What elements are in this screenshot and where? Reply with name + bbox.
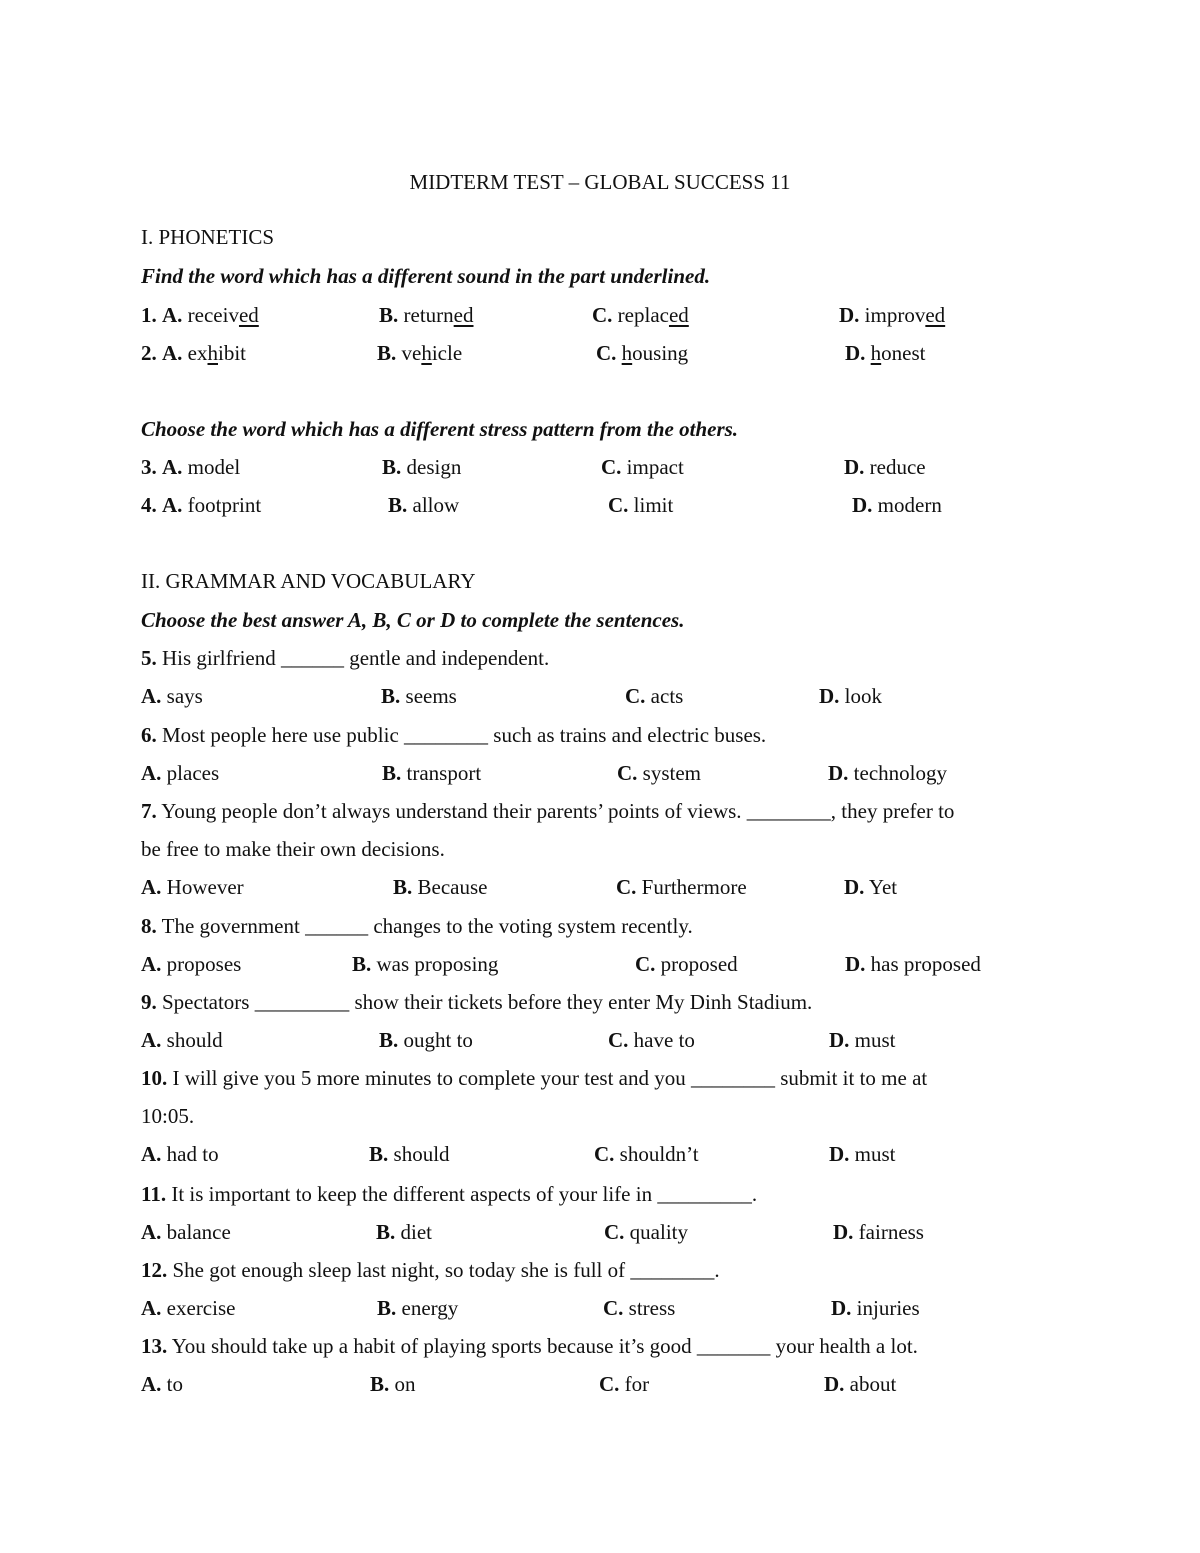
option-8c: C. proposed — [635, 952, 738, 976]
question-9-stem: 9. Spectators _________ show their tickets before they enter My Dinh Stadium. — [141, 990, 813, 1014]
option-6c: C. system — [617, 761, 702, 785]
option-9a: A. should — [141, 1028, 223, 1052]
option-13d: D. about — [824, 1372, 897, 1396]
option-10d: D. must — [829, 1142, 896, 1166]
option-7b: B. Because — [393, 875, 488, 899]
question-10-stem: 10. I will give you 5 more minutes to complete your test and you ________ submit it to me at — [141, 1066, 928, 1090]
section-heading-phonetics: I. PHONETICS — [141, 225, 275, 249]
option-5b: B. seems — [381, 684, 457, 708]
question-5-stem: 5. His girlfriend ______ gentle and independent. — [141, 646, 550, 670]
option-3d: D. reduce — [844, 455, 926, 479]
option-2c: C. housing — [596, 341, 689, 365]
option-11a: A. balance — [141, 1220, 231, 1244]
question-7-stem-cont: be free to make their own decisions. — [141, 837, 445, 861]
question-12-stem: 12. She got enough sleep last night, so today she is full of ________. — [141, 1258, 720, 1282]
option-2d: D. honest — [845, 341, 926, 365]
option-5a: A. says — [141, 684, 203, 708]
option-4b: B. allow — [388, 493, 460, 517]
option-13b: B. on — [370, 1372, 416, 1396]
option-2b: B. vehicle — [377, 341, 463, 365]
option-11b: B. diet — [376, 1220, 433, 1244]
option-9d: D. must — [829, 1028, 896, 1052]
option-1a: 1. A. received — [141, 303, 259, 327]
question-11-stem: 11. It is important to keep the different aspects of your life in _________. — [141, 1182, 758, 1206]
question-7-stem: 7. Young people don’t always understand their parents’ points of views. ________, they prefer to — [141, 799, 955, 823]
instruction-sound: Find the word which has a different sound in the part underlined. — [141, 264, 711, 288]
option-8a: A. proposes — [141, 952, 242, 976]
question-6-stem: 6. Most people here use public ________ such as trains and electric buses. — [141, 723, 767, 747]
option-10a: A. had to — [141, 1142, 219, 1166]
option-12a: A. exercise — [141, 1296, 236, 1320]
option-12b: B. energy — [377, 1296, 459, 1320]
option-6a: A. places — [141, 761, 220, 785]
option-8b: B. was proposing — [352, 952, 499, 976]
instruction-grammar: Choose the best answer A, B, C or D to complete the sentences. — [141, 608, 685, 632]
option-11d: D. fairness — [833, 1220, 924, 1244]
option-10b: B. should — [369, 1142, 450, 1166]
option-12d: D. injuries — [831, 1296, 920, 1320]
option-13a: A. to — [141, 1372, 184, 1396]
option-3c: C. impact — [601, 455, 684, 479]
instruction-stress: Choose the word which has a different stress pattern from the others. — [141, 417, 739, 441]
option-9c: C. have to — [608, 1028, 695, 1052]
option-9b: B. ought to — [379, 1028, 473, 1052]
option-7a: A. However — [141, 875, 244, 899]
option-1c: C. replaced — [592, 303, 689, 327]
option-8d: D. has proposed — [845, 952, 981, 976]
option-4a: 4. A. footprint — [141, 493, 262, 517]
option-7d: D. Yet — [844, 875, 898, 899]
option-6b: B. transport — [382, 761, 482, 785]
question-8-stem: 8. The government ______ changes to the voting system recently. — [141, 914, 693, 938]
question-13-stem: 13. You should take up a habit of playing sports because it’s good _______ your health a lot. — [141, 1334, 918, 1358]
option-5c: C. acts — [625, 684, 684, 708]
page-title: MIDTERM TEST – GLOBAL SUCCESS 11 — [409, 170, 791, 194]
option-1d: D. improved — [839, 303, 946, 327]
option-4c: C. limit — [608, 493, 674, 517]
option-4d: D. modern — [852, 493, 942, 517]
option-10c: C. shouldn’t — [594, 1142, 699, 1166]
question-10-stem-cont: 10:05. — [141, 1104, 195, 1128]
option-1b: B. returned — [379, 303, 474, 327]
option-11c: C. quality — [604, 1220, 688, 1244]
option-13c: C. for — [599, 1372, 650, 1396]
option-3a: 3. A. model — [141, 455, 241, 479]
option-5d: D. look — [819, 684, 883, 708]
section-heading-grammar: II. GRAMMAR AND VOCABULARY — [141, 569, 476, 593]
option-12c: C. stress — [603, 1296, 676, 1320]
option-7c: C. Furthermore — [616, 875, 747, 899]
option-6d: D. technology — [828, 761, 947, 785]
option-3b: B. design — [382, 455, 462, 479]
option-2a: 2. A. exhibit — [141, 341, 247, 365]
